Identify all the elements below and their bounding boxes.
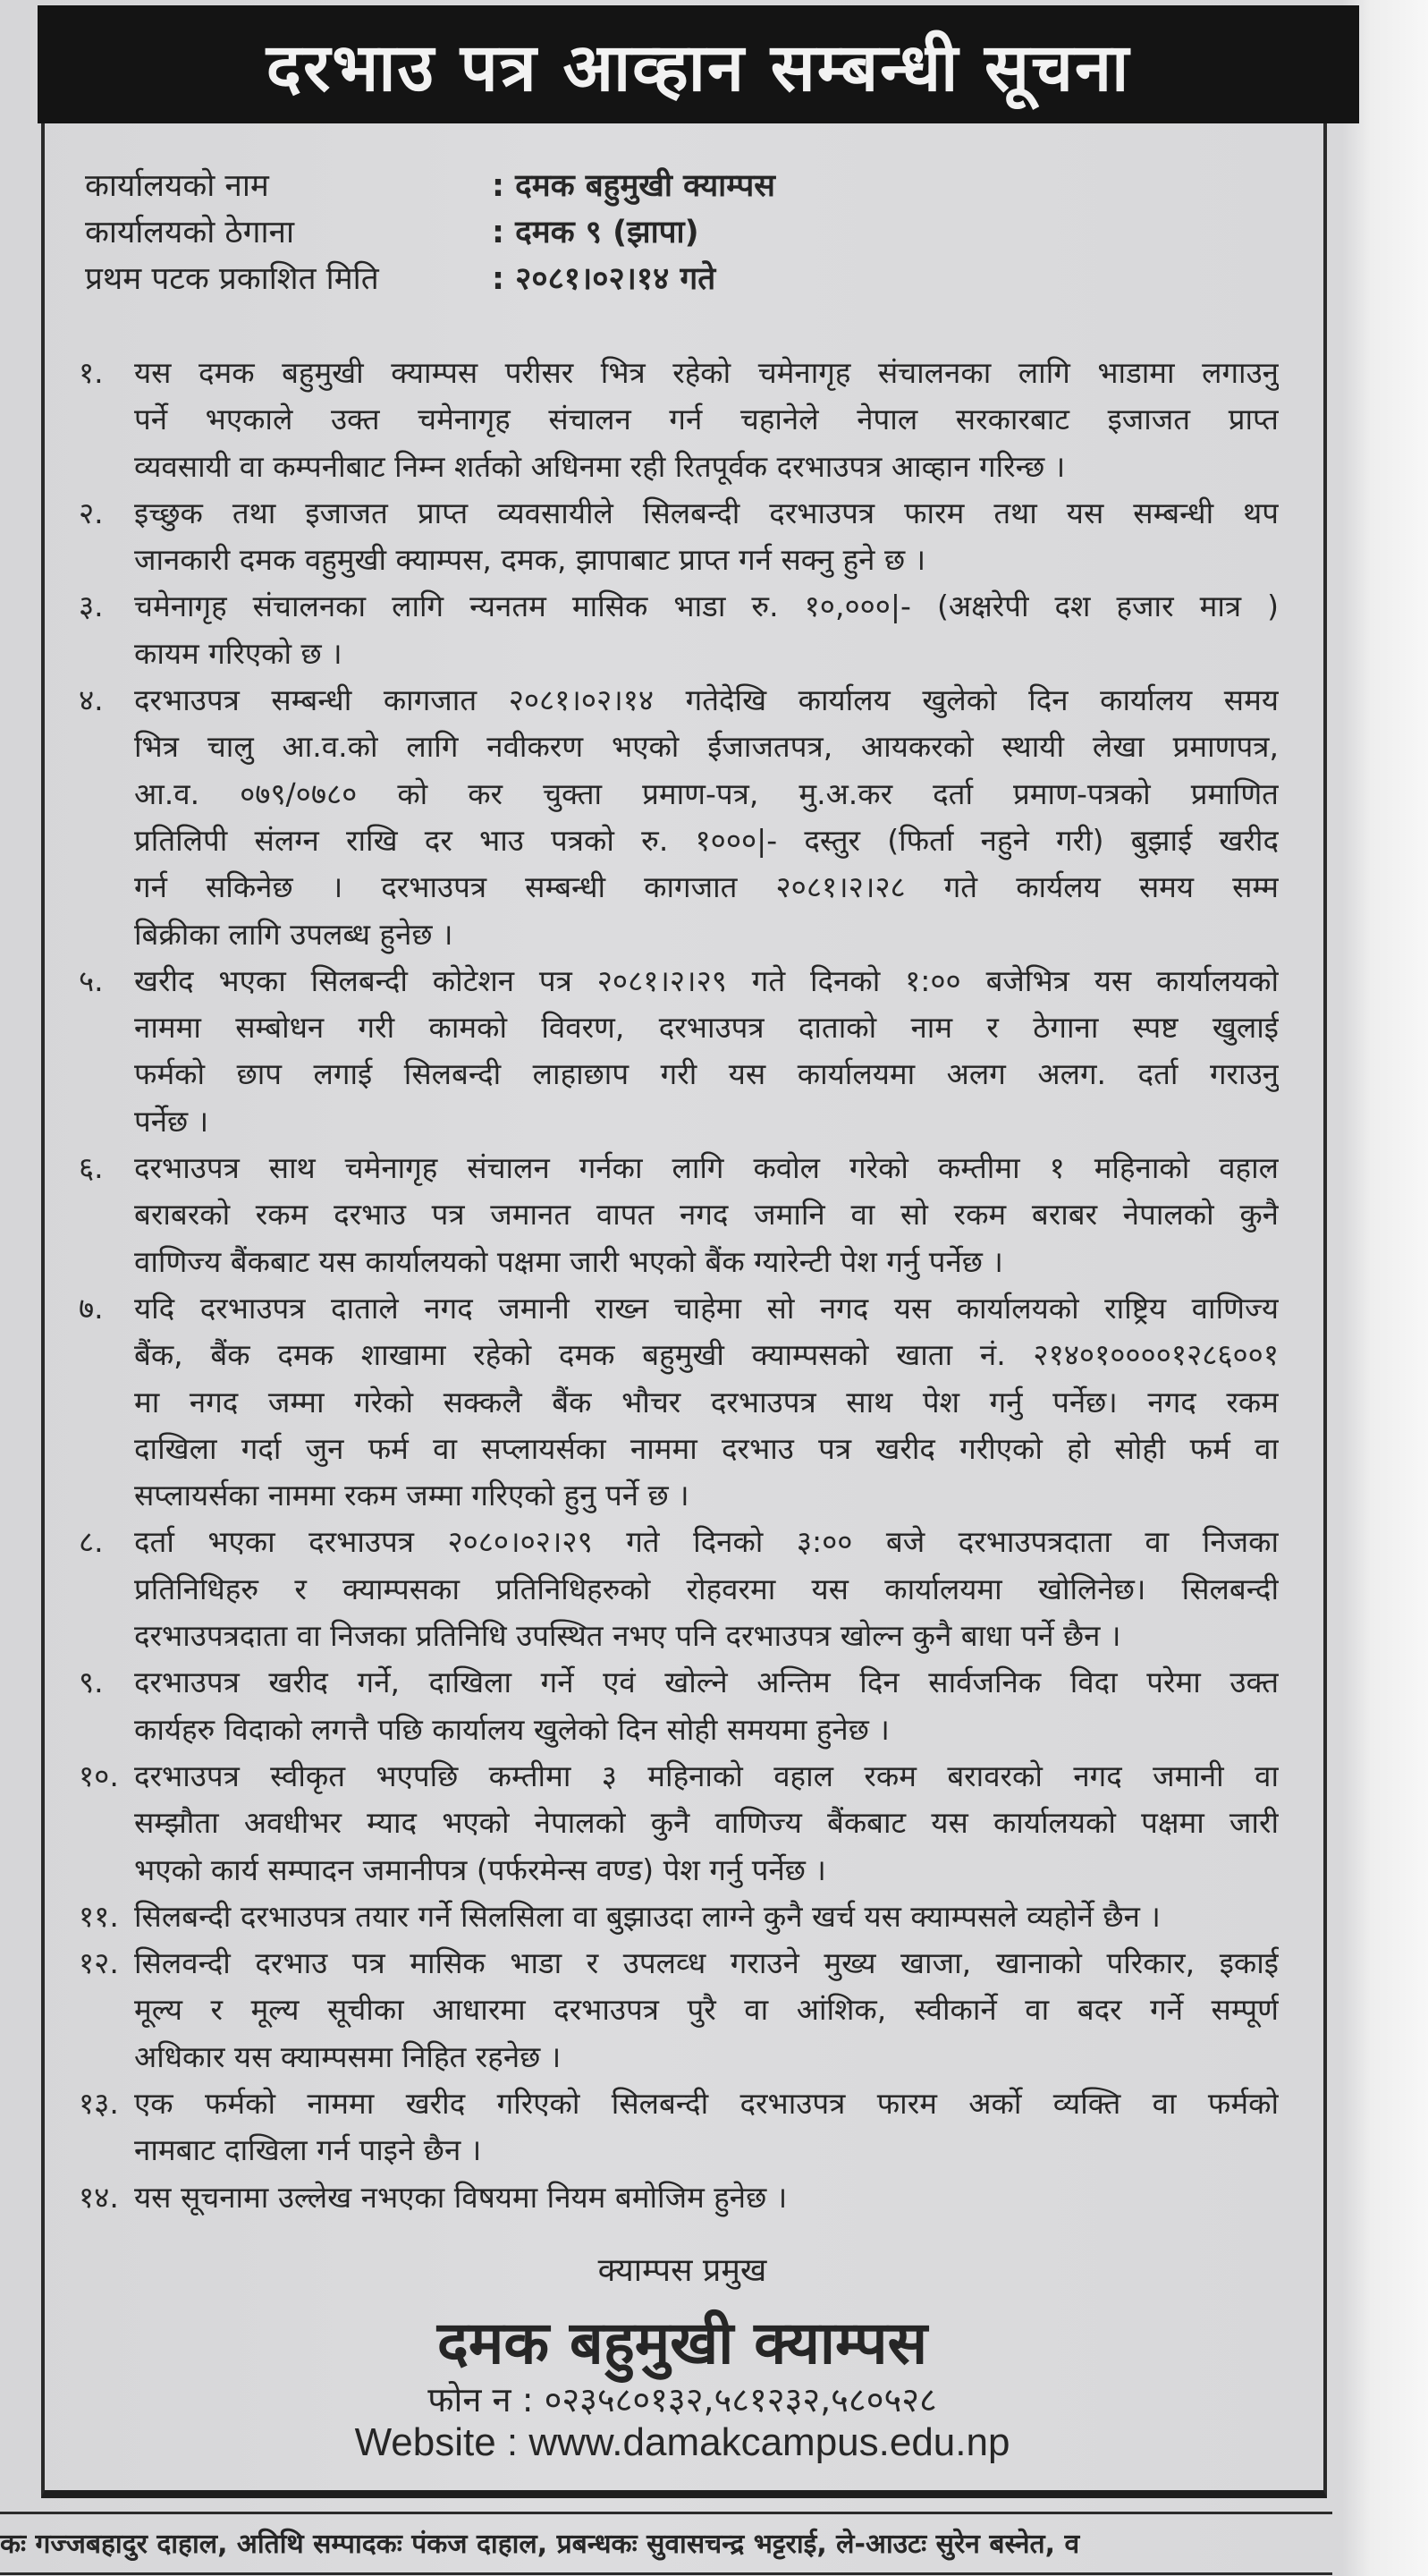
office-name-row [85,163,775,209]
notice-title: दरभाउ पत्र आव्हान सम्बन्धी सूचना [266,29,1131,106]
condition-line: सिलवन्दी दरभाउ पत्र मासिक भाडा र उपलव्ध गराउने मुख्य खाजा, खानाको परिकार, इकाई [134,1945,1279,1981]
condition-line: सिलबन्दी दरभाउपत्र तयार गर्ने सिलसिला वा बुझाउदा लाग्ने कुनै खर्च यस क्याम्पसले व्यहोर्ने छैन । [134,1898,1161,1934]
notice-conditions-list [79,350,1279,2221]
condition-text [134,1940,1279,2080]
condition-text [134,1519,1279,1659]
condition-text [134,958,1279,1145]
condition-text [134,490,1279,584]
info-value: : दमक ९ (झापा) [492,215,699,250]
condition-number: ६. [79,1150,104,1186]
condition-number: २. [79,495,104,530]
condition-number: ७. [79,1290,104,1326]
condition-item [79,1894,1279,1940]
condition-line: दरभाउपत्रदाता वा निजका प्रतिनिधि उपस्थित नभए पनि दरभाउपत्र खोल्न कुनै बाधा पर्ने छैन । [134,1618,1121,1654]
condition-item [79,1519,1279,1659]
condition-item [79,490,1279,584]
condition-line: मूल्य र मूल्य सूचीका आधारमा दरभाउपत्र पुरै वा आंशिक, स्वीकार्ने वा बदर गर्ने सम्पूर्ण [134,1992,1279,2028]
info-label: प्रथम पटक प्रकाशित मिति [85,261,379,297]
office-info [85,163,775,302]
condition-number: ९. [79,1665,104,1700]
phone-numbers: फोन न : ०२३५८०१३२,५८१२३२,५८०५२८ [427,2380,937,2419]
condition-line: प्रतिलिपी संलग्न राखि दर भाउ पत्रको रु. १०००|- दस्तुर (फिर्ता नहुने गरी) बुझाई खरीद [134,822,1279,858]
condition-text [134,1894,1279,1940]
condition-line: एक फर्मको नाममा खरीद गरिएको सिलबन्दी दरभाउपत्र फारम अर्को व्यक्ति वा फर्मको [134,2085,1279,2121]
condition-number: ३. [79,589,104,624]
condition-item [79,2174,1279,2221]
condition-line: यदि दरभाउपत्र दाताले नगद जमानी राख्न चाहेमा सो नगद यस कार्यालयको राष्ट्रिय वाणिज्य [134,1290,1279,1326]
condition-line: पर्ने भएकाले उक्त चमेनागृह संचालन गर्न चहानेले नेपाल सरकारबाट इजाजत प्राप्त [134,402,1279,437]
condition-item [79,1145,1279,1285]
condition-number: १३. [79,2085,119,2121]
condition-line: दरभाउपत्र खरीद गर्ने, दाखिला गर्ने एवं खोल्ने अन्तिम दिन सार्वजनिक विदा परेमा उक्त [134,1665,1279,1700]
condition-line: यस दमक बहुमुखी क्याम्पस परीसर भित्र रहेको चमेनागृह संचालनका लागि भाडामा लगाउनु [134,355,1279,390]
condition-number: १. [79,355,104,390]
condition-line: भित्र चालु आ.व.को लागि नवीकरण भएको ईजाजतपत्र, आयकरको स्थायी लेखा प्रमाणपत्र, [134,729,1279,765]
condition-line: प्रतिनिधिहरु र क्याम्पसका प्रतिनिधिहरुको रोहवरमा यस कार्यालयमा खोलिनेछ। सिलबन्दी [134,1571,1279,1606]
divider [0,2512,1332,2514]
newspaper-credits: कः गज्जबहादुर दाहाल, अतिथि सम्पादकः पंकज दाहाल, प्रबन्धकः सुवासचन्द्र भट्टराई, ले-आउटः सुरेन बस्नेत, व [0,2529,1080,2560]
publish-date-row [85,256,775,302]
condition-line: पर्नेछ । [134,1103,209,1139]
condition-number: ८. [79,1524,104,1560]
condition-line: जानकारी दमक वहुमुखी क्याम्पस, दमक, झापाबाट प्राप्त गर्न सक्नु हुने छ । [134,542,926,578]
condition-line: मा नगद जम्मा गरेको सक्कलै बैंक भौचर दरभाउपत्र साथ पेश गर्नु पर्नेछ। नगद रकम [134,1384,1279,1419]
condition-line: कायम गरिएको छ । [134,635,342,671]
condition-text [134,1285,1279,1519]
condition-number: ४. [79,682,104,718]
condition-line: दरभाउपत्र स्वीकृत भएपछि कम्तीमा ३ महिनाको वहाल रकम बरावरको नगद जमानी वा [134,1758,1279,1793]
condition-line: भएको कार्य सम्पादन जमानीपत्र (पर्फरमेन्स वण्ड) पेश गर्नु पर्नेछ । [134,1852,826,1887]
condition-line: गर्न सकिनेछ । दरभाउपत्र सम्बन्धी कागजात २०८१।२।२८ गते कार्यलय समय सम्म [134,869,1279,905]
condition-line: चमेनागृह संचालनका लागि न्यनतम मासिक भाडा रु. १०,०००|- (अक्षरेपी दश हजार मात्र ) [134,589,1279,624]
condition-item [79,583,1279,677]
condition-text [134,2174,1279,2221]
condition-text [134,2080,1279,2174]
condition-line: नामबाट दाखिला गर्न पाइने छैन । [134,2132,482,2168]
condition-item [79,350,1279,490]
info-label: कार्यालयको ठेगाना [85,215,295,250]
condition-text [134,350,1279,490]
condition-line: बराबरको रकम दरभाउ पत्र जमानत वापत नगद जमानि वा सो रकम बराबर नेपालको कुनै [134,1197,1279,1233]
condition-item [79,1940,1279,2080]
condition-line: अधिकार यस क्याम्पसमा निहित रहनेछ । [134,2038,562,2074]
condition-line: नाममा सम्बोधन गरी कामको विवरण, दरभाउपत्र दाताको नाम र ठेगाना स्पष्ट खुलाई [134,1010,1279,1046]
condition-text [134,583,1279,677]
condition-line: दाखिला गर्दा जुन फर्म वा सप्लायर्सका नाममा दरभाउ पत्र खरीद गरीएको हो सोही फर्म वा [134,1430,1279,1466]
condition-text [134,1659,1279,1753]
condition-item [79,1753,1279,1894]
condition-line: बिक्रीका लागि उपलब्ध हुनेछ । [134,916,453,952]
condition-line: दरभाउपत्र साथ चमेनागृह संचालन गर्नका लागि कवोल गरेको कम्तीमा १ महिनाको वहाल [134,1150,1279,1186]
organization-name: दमक बहुमुखी क्याम्पस [436,2309,928,2377]
info-value: : २०८१।०२।१४ गते [492,261,716,297]
condition-text [134,1753,1279,1894]
condition-text [134,1145,1279,1285]
website: Website : www.damakcampus.edu.np [354,2420,1010,2464]
office-address-row [85,209,775,256]
signatory-role: क्याम्पस प्रमुख [597,2252,767,2289]
condition-line: बैंक, बैंक दमक शाखामा रहेको दमक बहुमुखी क्याम्पसको खाता नं. २१४०१००००१२८६००१ [134,1337,1279,1373]
notice-title-banner [38,5,1359,123]
condition-line: दरभाउपत्र सम्बन्धी कागजात २०८१।०२।१४ गतेदेखि कार्यालय खुलेको दिन कार्यालय समय [134,682,1279,718]
condition-line: दर्ता भएका दरभाउपत्र २०८०।०२।२९ गते दिनको ३:०० बजे दरभाउपत्रदाता वा निजका [134,1524,1279,1560]
condition-item [79,677,1279,958]
condition-line: व्यवसायी वा कम्पनीबाट निम्न शर्तको अधिनमा रही रितपूर्वक दरभाउपत्र आव्हान गरिन्छ । [134,448,1066,484]
condition-item [79,2080,1279,2174]
info-value: : दमक बहुमुखी क्याम्पस [492,168,775,204]
condition-number: ५. [79,962,104,998]
condition-number: १२. [79,1945,119,1981]
condition-item [79,1659,1279,1753]
condition-line: सम्झौता अवधीभर म्याद भएको नेपालको कुनै वाणिज्य बैंकबाट यस कार्यालयको पक्षमा जारी [134,1805,1279,1841]
condition-item [79,958,1279,1145]
condition-line: इच्छुक तथा इजाजत प्राप्त व्यवसायीले सिलबन्दी दरभाउपत्र फारम तथा यस सम्बन्धी थप [134,495,1279,530]
condition-line: फर्मको छाप लगाई सिलबन्दी लाहाछाप गरी यस कार्यालयमा अलग अलग. दर्ता गराउनु [134,1056,1279,1092]
divider [0,2572,1332,2575]
condition-item [79,1285,1279,1519]
condition-number: १४. [79,2179,119,2215]
condition-text [134,677,1279,958]
info-label: कार्यालयको नाम [85,168,269,204]
condition-line: वाणिज्य बैंकबाट यस कार्यालयको पक्षमा जारी भएको बैंक ग्यारेन्टी पेश गर्नु पर्नेछ । [134,1243,1003,1279]
condition-line: आ.व. ०७९/०७८० को कर चुक्ता प्रमाण-पत्र, मु.अ.कर दर्ता प्रमाण-पत्रको प्रमाणित [134,775,1279,811]
condition-line: सप्लायर्सका नाममा रकम जम्मा गरिएको हुनु पर्ने छ । [134,1478,689,1513]
condition-line: यस सूचनामा उल्लेख नभएका विषयमा नियम बमोजिम हुनेछ । [134,2179,788,2215]
condition-number: ११. [79,1898,119,1934]
condition-line: कार्यहरु विदाको लगत्तै पछि कार्यालय खुलेको दिन सोही समयमा हुनेछ । [134,1711,890,1747]
condition-number: १०. [79,1758,119,1793]
condition-line: खरीद भएका सिलबन्दी कोटेशन पत्र २०८१।२।२९ गते दिनको १:०० बजेभित्र यस कार्यालयको [134,962,1279,998]
